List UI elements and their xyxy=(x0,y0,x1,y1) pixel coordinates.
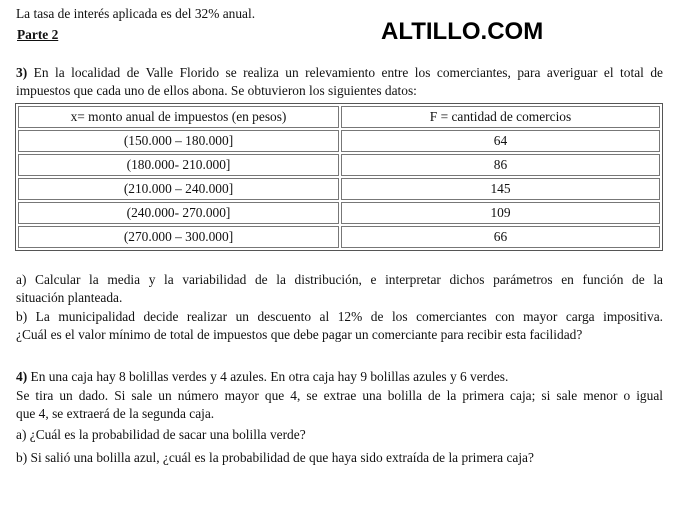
problem4-line3: que 4, se extraerá de la segunda caja. xyxy=(16,406,215,421)
tax-frequency-table xyxy=(15,103,663,251)
problem4-question-a: a) ¿Cuál es la probabilidad de sacar una bolilla verde? xyxy=(16,427,306,442)
table-cell-frequency: 86 xyxy=(341,154,660,176)
table-cell-frequency: 109 xyxy=(341,202,660,224)
table-cell-interval: (150.000 – 180.000] xyxy=(18,130,339,152)
problem3-statement xyxy=(16,64,663,100)
problem3-number: 3) xyxy=(16,65,28,80)
problem3-a-line2: situación planteada. xyxy=(16,290,123,305)
watermark-logo: ALTILLO.COM xyxy=(381,18,544,45)
table-cell-interval: (210.000 – 240.000] xyxy=(18,178,339,200)
table-cell-interval: (180.000- 210.000] xyxy=(18,154,339,176)
table-header-row xyxy=(18,106,660,128)
table-row xyxy=(18,178,660,200)
problem4-line2: Se tira un dado. Si sale un número mayor que 4, se extrae una bolilla de la primera caja; si sale menor o igual xyxy=(16,388,663,403)
problem4-line1: En una caja hay 8 bolillas verdes y 4 azules. En otra caja hay 9 bolillas azules y 6 verdes. xyxy=(30,369,509,384)
table-row xyxy=(18,154,660,176)
problem4-question-b: b) Si salió una bolilla azul, ¿cuál es la probabilidad de que haya sido extraída de la primera caja? xyxy=(16,450,534,465)
problem3-question-a xyxy=(16,271,663,307)
table-cell-interval: (270.000 – 300.000] xyxy=(18,226,339,248)
column-header-count: F = cantidad de comercios xyxy=(341,106,660,128)
problem3-b-line1: b) La municipalidad decide realizar un descuento al 12% de los comerciantes con mayor carga impositiva. xyxy=(16,309,663,324)
problem3-question-b xyxy=(16,308,663,344)
problem3-b-line2: ¿Cuál es el valor mínimo de total de impuestos que debe pagar un comerciante para recibir esta facilidad? xyxy=(16,327,583,342)
problem3-a-line1: a) Calcular la media y la variabilidad de la distribución, e interpretar dichos parámetros en función de la xyxy=(16,272,663,287)
intro-line: La tasa de interés aplicada es del 32% anual. xyxy=(16,6,256,21)
problem3-statement-line2: impuestos que cada uno de ellos abona. Se obtuvieron los siguientes datos: xyxy=(16,83,417,98)
column-header-amount: x= monto anual de impuestos (en pesos) xyxy=(18,106,339,128)
table-row xyxy=(18,130,660,152)
table-cell-frequency: 64 xyxy=(341,130,660,152)
table-row xyxy=(18,202,660,224)
problem4-number: 4) xyxy=(16,369,28,384)
table-row xyxy=(18,226,660,248)
table-cell-frequency: 145 xyxy=(341,178,660,200)
table-cell-frequency: 66 xyxy=(341,226,660,248)
problem4-statement xyxy=(16,368,663,423)
part-label: Parte 2 xyxy=(17,27,59,42)
table-cell-interval: (240.000- 270.000] xyxy=(18,202,339,224)
problem3-statement-line1: En la localidad de Valle Florido se realiza un relevamiento entre los comerciantes, para averiguar el total de xyxy=(33,65,663,80)
